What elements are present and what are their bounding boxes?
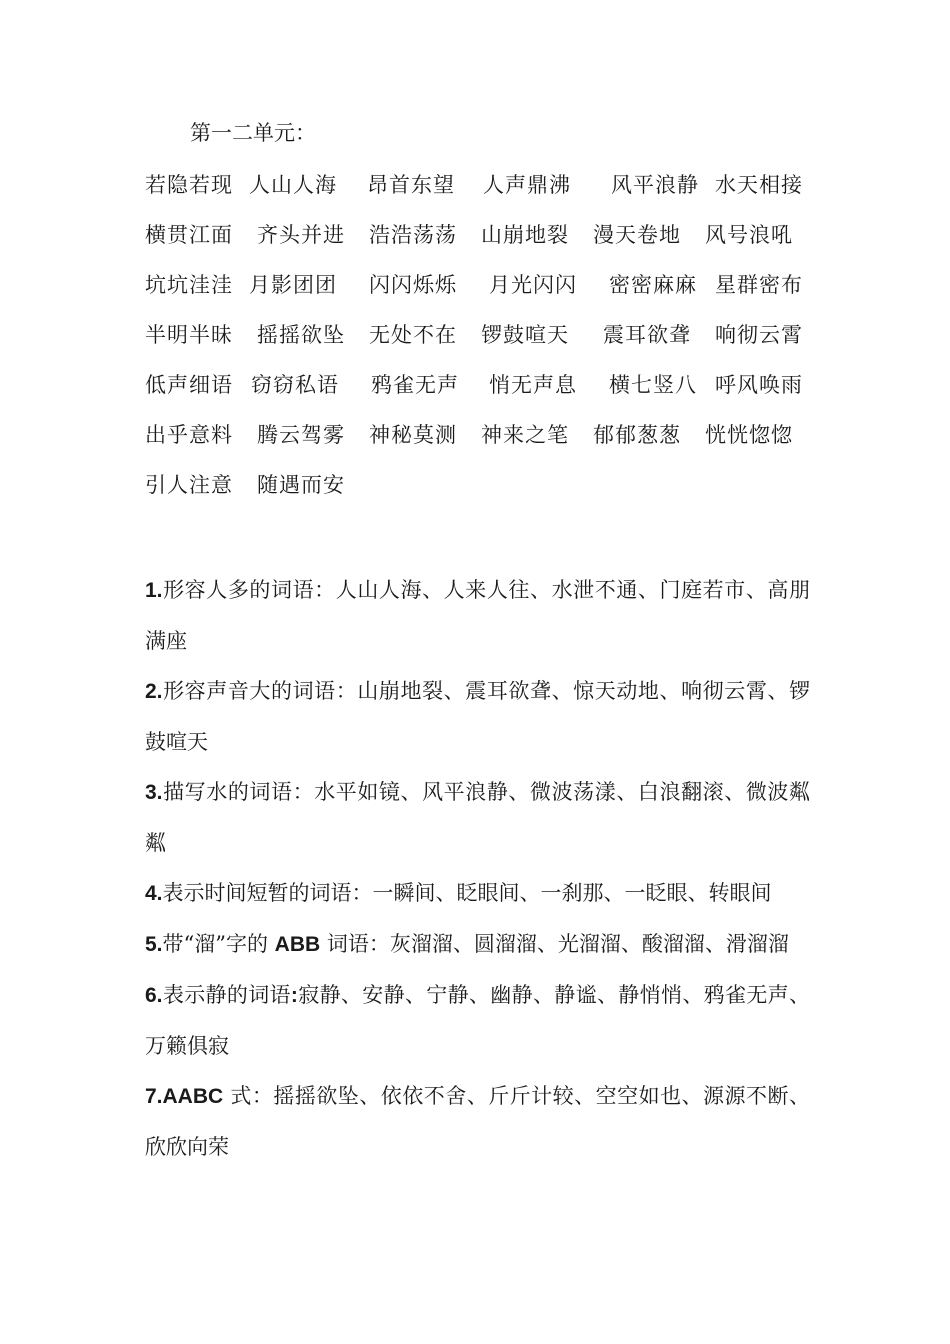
vocab-word: 随遇而安 (257, 473, 345, 497)
item-heading-bold: : (290, 984, 298, 1007)
item-number: 2. (145, 680, 163, 703)
vocab-word: 响彻云霄 (715, 323, 803, 347)
vocab-word: 窃窃私语 (251, 373, 339, 397)
item-body: 水平如镜、风平浪静、微波荡漾、白浪翻滚、微波粼粼 (145, 780, 811, 855)
vocab-word: 腾云驾雾 (257, 423, 345, 447)
vocab-word: 摇摇欲坠 (257, 323, 345, 347)
vocab-row (145, 270, 810, 300)
vocab-row (145, 370, 810, 400)
vocab-word: 昂首东望 (367, 173, 455, 197)
vocab-word: 若隐若现 (145, 173, 233, 197)
list-item (145, 767, 810, 868)
item-number: 5. (145, 933, 163, 956)
vocab-word: 郁郁葱葱 (593, 423, 681, 447)
vocab-word: 鸦雀无声 (371, 373, 459, 397)
vocab-word: 密密麻麻 (609, 273, 697, 297)
list-item (145, 1071, 810, 1172)
vocab-row (145, 220, 810, 250)
unit-title: 第一二单元： (190, 121, 316, 145)
item-heading: 表示静的词语 (162, 983, 291, 1007)
item-heading: 形容人多的词语： (162, 578, 336, 602)
vocab-word: 月光闪闪 (489, 273, 577, 297)
vocab-word: 闪闪烁烁 (369, 273, 457, 297)
vocab-word: 人声鼎沸 (483, 173, 571, 197)
vocab-word: 无处不在 (369, 323, 457, 347)
vocab-word: 浩浩荡荡 (369, 223, 457, 247)
vocab-word: 月影团团 (249, 273, 337, 297)
list-item (145, 565, 810, 666)
item-body: 灰溜溜、圆溜溜、光溜溜、酸溜溜、滑溜溜 (389, 932, 789, 956)
vocab-word: 低声细语 (145, 373, 233, 397)
item-number: 1. (145, 579, 163, 602)
word-group-list (145, 565, 810, 1172)
vocab-row (145, 470, 810, 500)
item-body: 一瞬间、眨眼间、一刹那、一眨眼、转眼间 (372, 881, 772, 905)
item-heading: 带“溜”字的 (162, 932, 275, 956)
vocab-row (145, 420, 810, 450)
vocab-word: 神来之笔 (481, 423, 569, 447)
vocab-word: 悄无声息 (489, 373, 577, 397)
item-heading-suffix: 词语： (320, 932, 390, 956)
list-item (145, 970, 810, 1071)
item-heading-bold: ABB (274, 933, 321, 956)
vocab-word: 引人注意 (145, 473, 233, 497)
vocab-word: 人山人海 (249, 173, 337, 197)
vocab-word: 恍恍惚惚 (705, 423, 793, 447)
vocab-word: 星群密布 (715, 273, 803, 297)
item-body: 人山人海、人来人往、水泄不通、门庭若市、高朋满座 (145, 578, 811, 653)
vocab-row (145, 170, 810, 200)
vocab-word: 半明半昧 (145, 323, 233, 347)
vocab-word: 风平浪静 (611, 173, 699, 197)
item-body: 寂静、安静、宁静、幽静、静谧、静悄悄、鸦雀无声、万籁俱寂 (145, 983, 811, 1058)
item-number: 6. (145, 984, 163, 1007)
vocab-word: 呼风唤雨 (715, 373, 803, 397)
vocab-row (145, 320, 810, 350)
vocab-word: 出乎意料 (145, 423, 233, 447)
list-item (145, 919, 810, 970)
vocab-word: 齐头并进 (257, 223, 345, 247)
item-body: 山崩地裂、震耳欲聋、惊天动地、响彻云霄、锣鼓喧天 (145, 679, 810, 754)
vocab-word: 震耳欲聋 (603, 323, 691, 347)
item-heading-bold: AABC (162, 1085, 224, 1108)
item-heading-suffix: 式： (223, 1084, 274, 1108)
vocab-word: 漫天卷地 (593, 223, 681, 247)
vocab-word: 水天相接 (715, 173, 803, 197)
vocab-word: 山崩地裂 (481, 223, 569, 247)
vocab-word: 神秘莫测 (369, 423, 457, 447)
item-number: 4. (145, 882, 163, 905)
list-item (145, 666, 810, 767)
list-item (145, 868, 810, 919)
vocab-word: 风号浪吼 (705, 223, 793, 247)
item-heading: 形容声音大的词语： (162, 679, 358, 703)
vocab-word: 坑坑洼洼 (145, 273, 233, 297)
item-number: 3. (145, 781, 163, 804)
item-body: 摇摇欲坠、依依不舍、斤斤计较、空空如也、源源不断、欣欣向荣 (145, 1084, 810, 1159)
item-number: 7. (145, 1085, 163, 1108)
vocab-word: 锣鼓喧天 (481, 323, 569, 347)
vocab-word: 横七竖八 (609, 373, 697, 397)
item-heading: 描写水的词语： (162, 780, 315, 804)
item-heading: 表示时间短暂的词语： (162, 881, 373, 905)
vocab-word: 横贯江面 (145, 223, 233, 247)
